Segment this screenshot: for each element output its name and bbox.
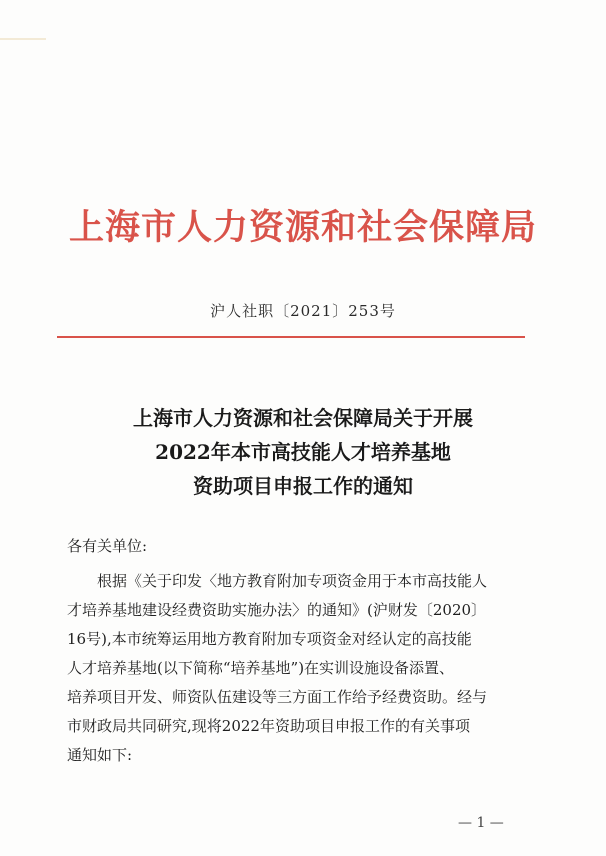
document-number: 沪人社职〔2021〕253号 xyxy=(210,302,396,320)
body-line: 才培养基地建设经费资助实施办法〉的通知》(沪财发〔2020〕 xyxy=(67,601,487,619)
body-line: 市财政局共同研究,现将2022年资助项目申报工作的有关事项 xyxy=(67,717,470,735)
body-line: 培养项目开发、师资队伍建设等三方面工作给予经费资助。经与 xyxy=(67,688,488,706)
agency-header: 上海市人力资源和社会保障局 xyxy=(68,207,537,248)
scan-mark xyxy=(0,38,46,40)
body-line: 根据《关于印发〈地方教育附加专项资金用于本市高技能人 xyxy=(67,572,488,590)
body-paragraph xyxy=(67,567,543,770)
title-line-3: 资助项目申报工作的通知 xyxy=(193,474,413,498)
body-line: 通知如下: xyxy=(67,746,133,764)
title-line-1: 上海市人力资源和社会保障局关于开展 xyxy=(133,406,473,430)
page-number: — 1 — xyxy=(458,815,504,831)
notice-title xyxy=(0,401,606,503)
body-line: 16号),本市统筹运用地方教育附加专项资金对经认定的高技能 xyxy=(67,630,472,648)
body-line: 人才培养基地(以下简称“培养基地”)在实训设施设备添置、 xyxy=(67,659,455,677)
salutation: 各有关单位: xyxy=(67,537,148,555)
red-divider-line xyxy=(57,336,525,338)
title-line-2: 2022年本市高技能人才培养基地 xyxy=(155,440,451,464)
